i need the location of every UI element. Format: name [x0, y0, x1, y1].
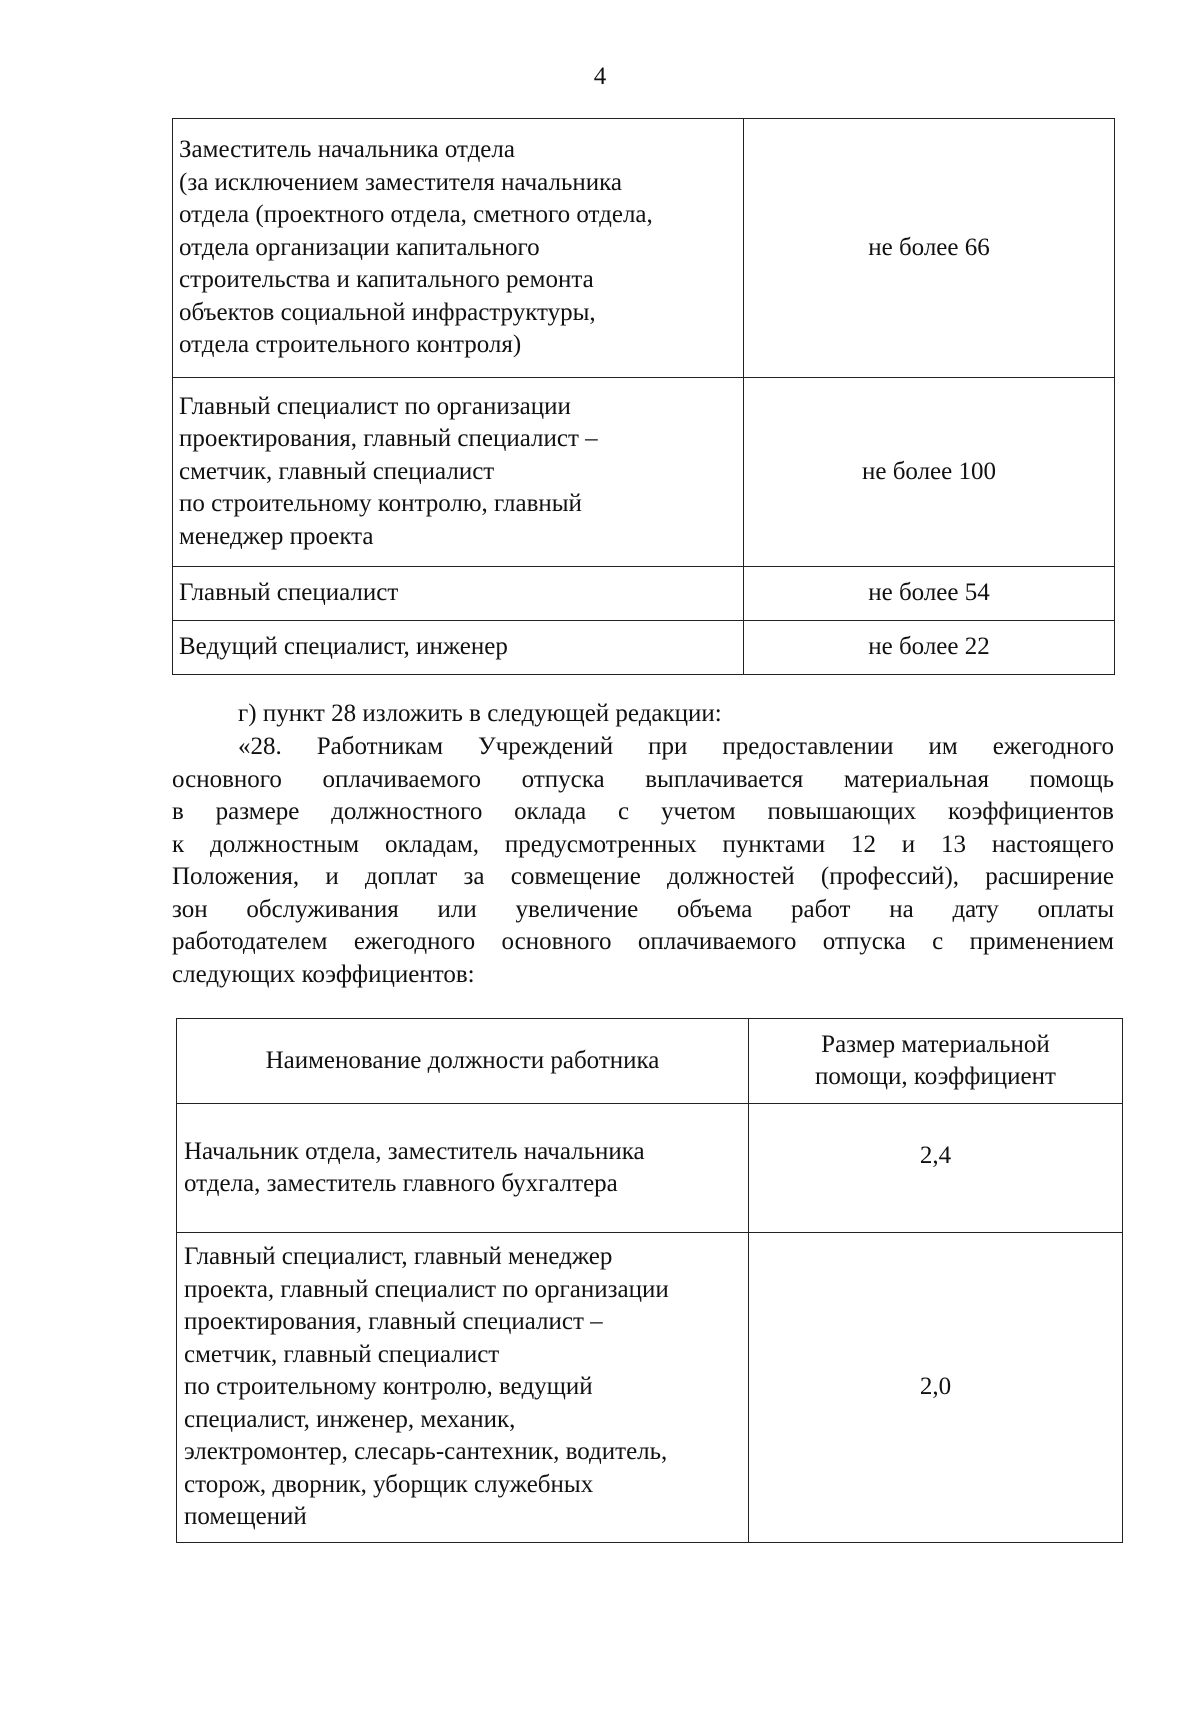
paragraph-line: Положения, и доплат за совмещение должностей (профессий), расширение — [172, 863, 1114, 890]
table-row — [173, 567, 1115, 621]
position-name-cell — [173, 621, 744, 675]
coefficient-cell: 2,0 — [749, 1233, 1123, 1543]
paragraph-line: следующих коэффициентов: — [172, 960, 475, 988]
table-header-row — [177, 1019, 1123, 1104]
column-header-position: Наименование должности работника — [177, 1019, 749, 1104]
text-line: проектирования, главный специалист – — [179, 425, 598, 453]
table-row — [177, 1104, 1123, 1233]
amendment-paragraph — [172, 731, 1114, 991]
position-name-cell — [177, 1233, 749, 1543]
limit-value-cell: не более 22 — [744, 621, 1115, 675]
paragraph-line: основного оплачиваемого отпуска выплачивается материальная помощь — [172, 765, 1114, 793]
paragraph-line: зон обслуживания или увеличение объема работ на дату оплаты — [172, 895, 1114, 923]
material-help-table — [176, 1018, 1123, 1543]
position-limits-table — [172, 118, 1115, 675]
table-row — [173, 378, 1115, 567]
column-header-coefficient — [749, 1019, 1123, 1104]
position-name-cell — [177, 1104, 749, 1233]
text-line: проектирования, главный специалист – — [184, 1308, 603, 1335]
text-line: помещений — [184, 1503, 307, 1530]
text-line: Ведущий специалист, инженер — [179, 633, 508, 661]
limit-value-cell: не более 66 — [744, 119, 1115, 378]
text-line: по строительному контролю, главный — [179, 490, 582, 518]
text-line: (за исключением заместителя начальника — [179, 168, 622, 196]
paragraph-line: «28. Работникам Учреждений при предоставлении им ежегодного — [238, 733, 1114, 760]
position-name-cell — [173, 119, 744, 378]
text-line: объектов социальной инфраструктуры, — [179, 298, 596, 326]
table-row — [173, 621, 1115, 675]
text-line: Главный специалист, главный менеджер — [184, 1243, 613, 1270]
table-row — [177, 1233, 1123, 1543]
text-line: по строительному контролю, ведущий — [184, 1373, 593, 1400]
text-line: специалист, инженер, механик, — [184, 1405, 516, 1433]
table-row — [173, 119, 1115, 378]
text-line: отдела, заместитель главного бухгалтера — [184, 1170, 618, 1197]
header-line: Размер материальной — [821, 1030, 1050, 1058]
position-name-cell — [173, 378, 744, 567]
text-line: Заместитель начальника отдела — [179, 136, 515, 164]
text-line: сметчик, главный специалист — [184, 1340, 500, 1368]
paragraph-line: в размере должностного оклада с учетом повышающих коэффициентов — [172, 798, 1114, 825]
page-number: 4 — [593, 63, 607, 90]
text-line: менеджер проекта — [179, 522, 374, 550]
text-line: сторож, дворник, уборщик служебных — [184, 1470, 594, 1498]
text-line: Начальник отдела, заместитель начальника — [184, 1137, 645, 1165]
amendment-heading: г) пункт 28 изложить в следующей редакции: — [238, 700, 722, 727]
text-line: Главный специалист — [179, 579, 399, 607]
text-line: электромонтер, слесарь-сантехник, водитель, — [184, 1438, 668, 1465]
paragraph-line: к должностным окладам, предусмотренных пунктами 12 и 13 настоящего — [172, 830, 1114, 858]
limit-value-cell: не более 100 — [744, 378, 1115, 567]
text-line: отдела организации капитального — [179, 233, 540, 261]
text-line: отдела (проектного отдела, сметного отдела, — [179, 201, 653, 229]
limit-value-cell: не более 54 — [744, 567, 1115, 621]
coefficient-cell: 2,4 — [749, 1104, 1123, 1233]
position-name-cell — [173, 567, 744, 621]
header-line: помощи, коэффициент — [815, 1063, 1056, 1090]
text-line: строительства и капитального ремонта — [179, 266, 594, 294]
text-line: Главный специалист по организации — [179, 392, 571, 420]
text-line: сметчик, главный специалист — [179, 457, 495, 485]
text-line: проекта, главный специалист по организации — [184, 1275, 669, 1303]
text-line: отдела строительного контроля) — [179, 331, 522, 359]
paragraph-line: работодателем ежегодного основного оплачиваемого отпуска с применением — [172, 928, 1114, 955]
